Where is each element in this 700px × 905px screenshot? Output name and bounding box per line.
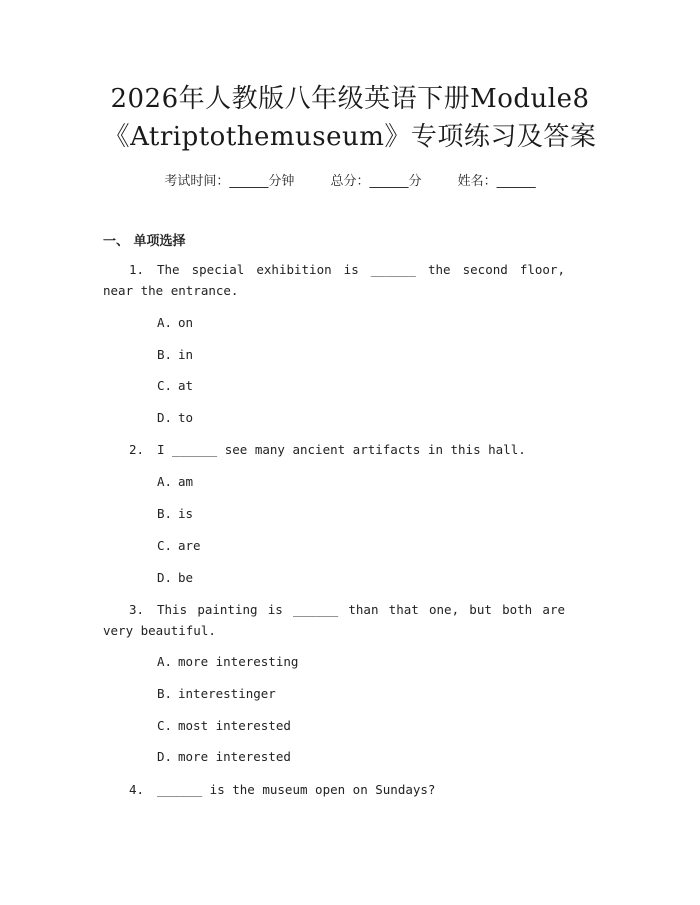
option-1b: B. in <box>157 347 194 362</box>
option-3d: D. more interested <box>157 749 291 764</box>
question-1 <box>103 259 565 301</box>
option-2b: B. is <box>157 506 194 521</box>
section-heading: 一、 单项选择 <box>103 234 186 249</box>
exam-time-field: 考试时间：______分钟 <box>164 174 295 189</box>
question-number: 3. <box>129 602 145 617</box>
question-2 <box>103 439 565 460</box>
option-2c: C. are <box>157 538 201 553</box>
question-number: 1. <box>129 262 145 277</box>
question-number: 4. <box>129 782 145 797</box>
question-text: This painting is ______ than that one, but both are very beautiful. <box>103 602 565 638</box>
option-1d: D. to <box>157 410 194 425</box>
option-3a: A. more interesting <box>157 654 299 669</box>
question-number: 2. <box>129 442 145 457</box>
option-3c: C. most interested <box>157 718 291 733</box>
document-title-line-1: 2026年人教版八年级英语下册Module8 <box>110 84 590 114</box>
exam-info-line <box>0 170 700 189</box>
question-text: ______ is the museum open on Sundays? <box>157 782 436 797</box>
total-score-field: 总分：______分 <box>330 174 422 189</box>
option-1c: C. at <box>157 378 194 393</box>
option-3b: B. interestinger <box>157 686 276 701</box>
question-4 <box>103 779 565 800</box>
option-1a: A. on <box>157 315 194 330</box>
question-text: I ______ see many ancient artifacts in this hall. <box>157 442 526 457</box>
question-text: The special exhibition is ______ the second floor, near the entrance. <box>103 262 565 298</box>
document-title-line-2: 《Atriptothemuseum》专项练习及答案 <box>103 122 597 152</box>
option-2d: D. be <box>157 570 194 585</box>
question-3 <box>103 599 565 641</box>
student-name-field: 姓名：______ <box>457 174 536 189</box>
option-2a: A. am <box>157 474 194 489</box>
